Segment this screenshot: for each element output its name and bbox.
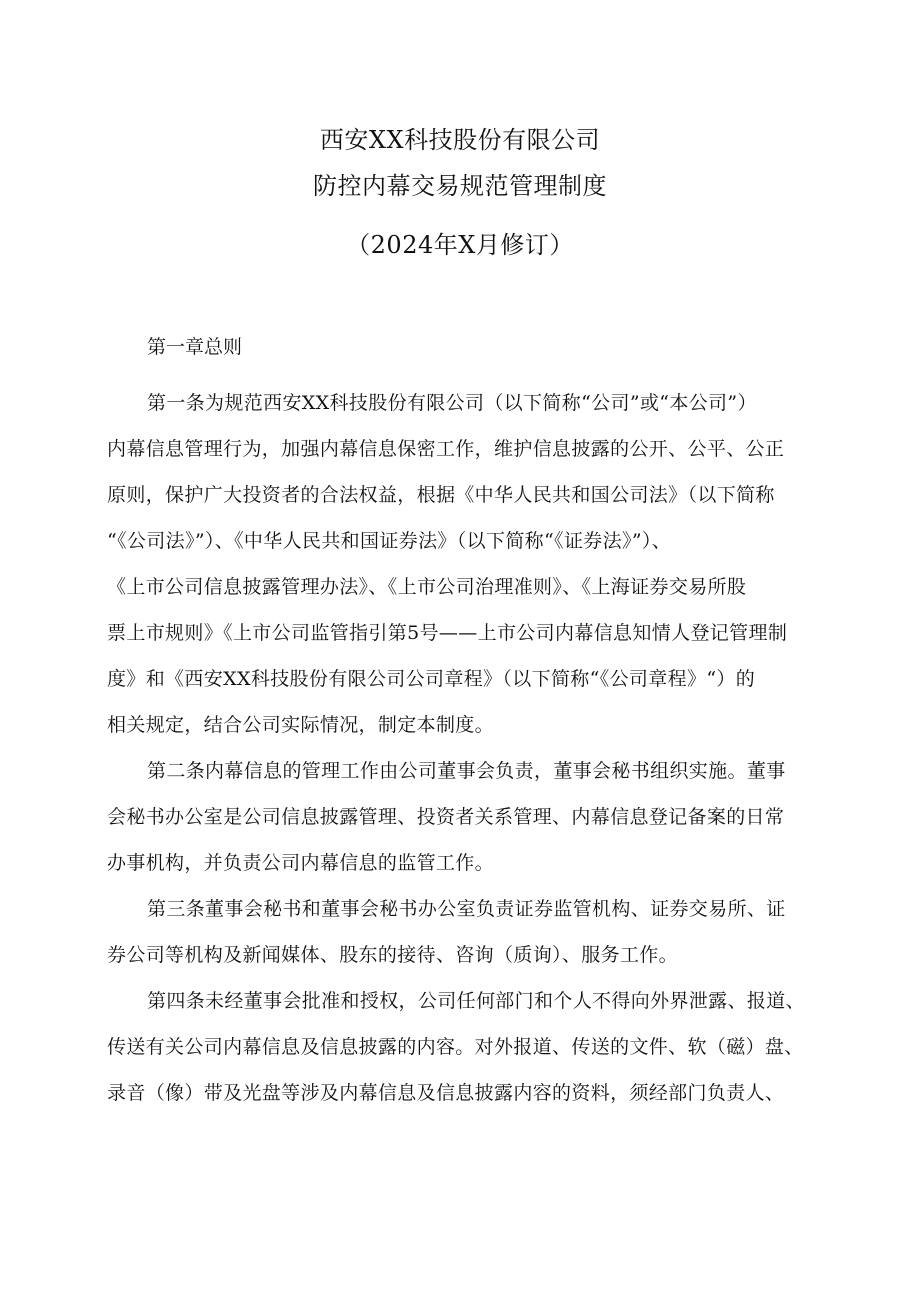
paragraph-line: 第二条内幕信息的管理工作由公司董事会负责，董事会秘书组织实施。董事 xyxy=(147,760,786,782)
paragraph-line: “《公司法》”）、《中华人民共和国证券法》（以下简称“《证券法》”）、 xyxy=(107,530,672,552)
article-3-paragraph xyxy=(107,886,819,978)
paragraph-line: 传送有关公司内幕信息及信息披露的内容。对外报道、传送的文件、软（磁）盘、 xyxy=(107,1036,804,1058)
company-name-title: 西安XX科技股份有限公司 xyxy=(319,126,601,154)
paragraph-line: 第一条为规范西安XX科技股份有限公司（以下简称“公司”或“本公司”） xyxy=(147,392,757,414)
paragraph-line: 第四条未经董事会批准和授权，公司任何部门和个人不得向外界泄露、报道、 xyxy=(147,990,805,1012)
paragraph-line: 度》和《西安XX科技股份有限公司公司章程》（以下简称“《公司章程》“）的 xyxy=(107,668,756,690)
paragraph-line: 《上市公司信息披露管理办法》、《上市公司治理准则》、《上海证券交易所股 xyxy=(107,576,747,598)
paragraph-line: 原则，保护广大投资者的合法权益，根据《中华人民共和国公司法》（以下简称 xyxy=(107,484,775,506)
paragraph-line: 相关规定，结合公司实际情况，制定本制度。 xyxy=(107,714,495,736)
regulation-name-title: 防控内幕交易规范管理制度 xyxy=(313,172,607,200)
document-body xyxy=(107,334,819,1116)
document-title xyxy=(0,128,920,257)
paragraph-line: 内幕信息管理行为，加强内幕信息保密工作，维护信息披露的公开、公平、公正 xyxy=(107,438,785,460)
revision-date-subtitle: （2024年X月修订） xyxy=(346,231,574,259)
paragraph-line: 录音（像）带及光盘等涉及内幕信息及信息披露内容的资料，须经部门负责人、 xyxy=(107,1082,785,1104)
article-2-paragraph xyxy=(107,748,819,886)
chapter-heading: 第一章总则 xyxy=(147,336,243,358)
paragraph-line: 办事机构，并负责公司内幕信息的监管工作。 xyxy=(107,852,495,874)
article-1-paragraph xyxy=(107,380,819,748)
paragraph-line: 票上市规则》《上市公司监管指引第5号——上市公司内幕信息知情人登记管理制 xyxy=(107,622,788,644)
paragraph-line: 会秘书办公室是公司信息披露管理、投资者关系管理、内幕信息登记备案的日常 xyxy=(107,806,785,828)
article-4-paragraph xyxy=(107,978,819,1116)
paragraph-line: 券公司等机构及新闻媒体、股东的接待、咨询（质询）、服务工作。 xyxy=(107,944,679,966)
paragraph-line: 第三条董事会秘书和董事会秘书办公室负责证券监管机构、证券交易所、证 xyxy=(147,898,786,920)
